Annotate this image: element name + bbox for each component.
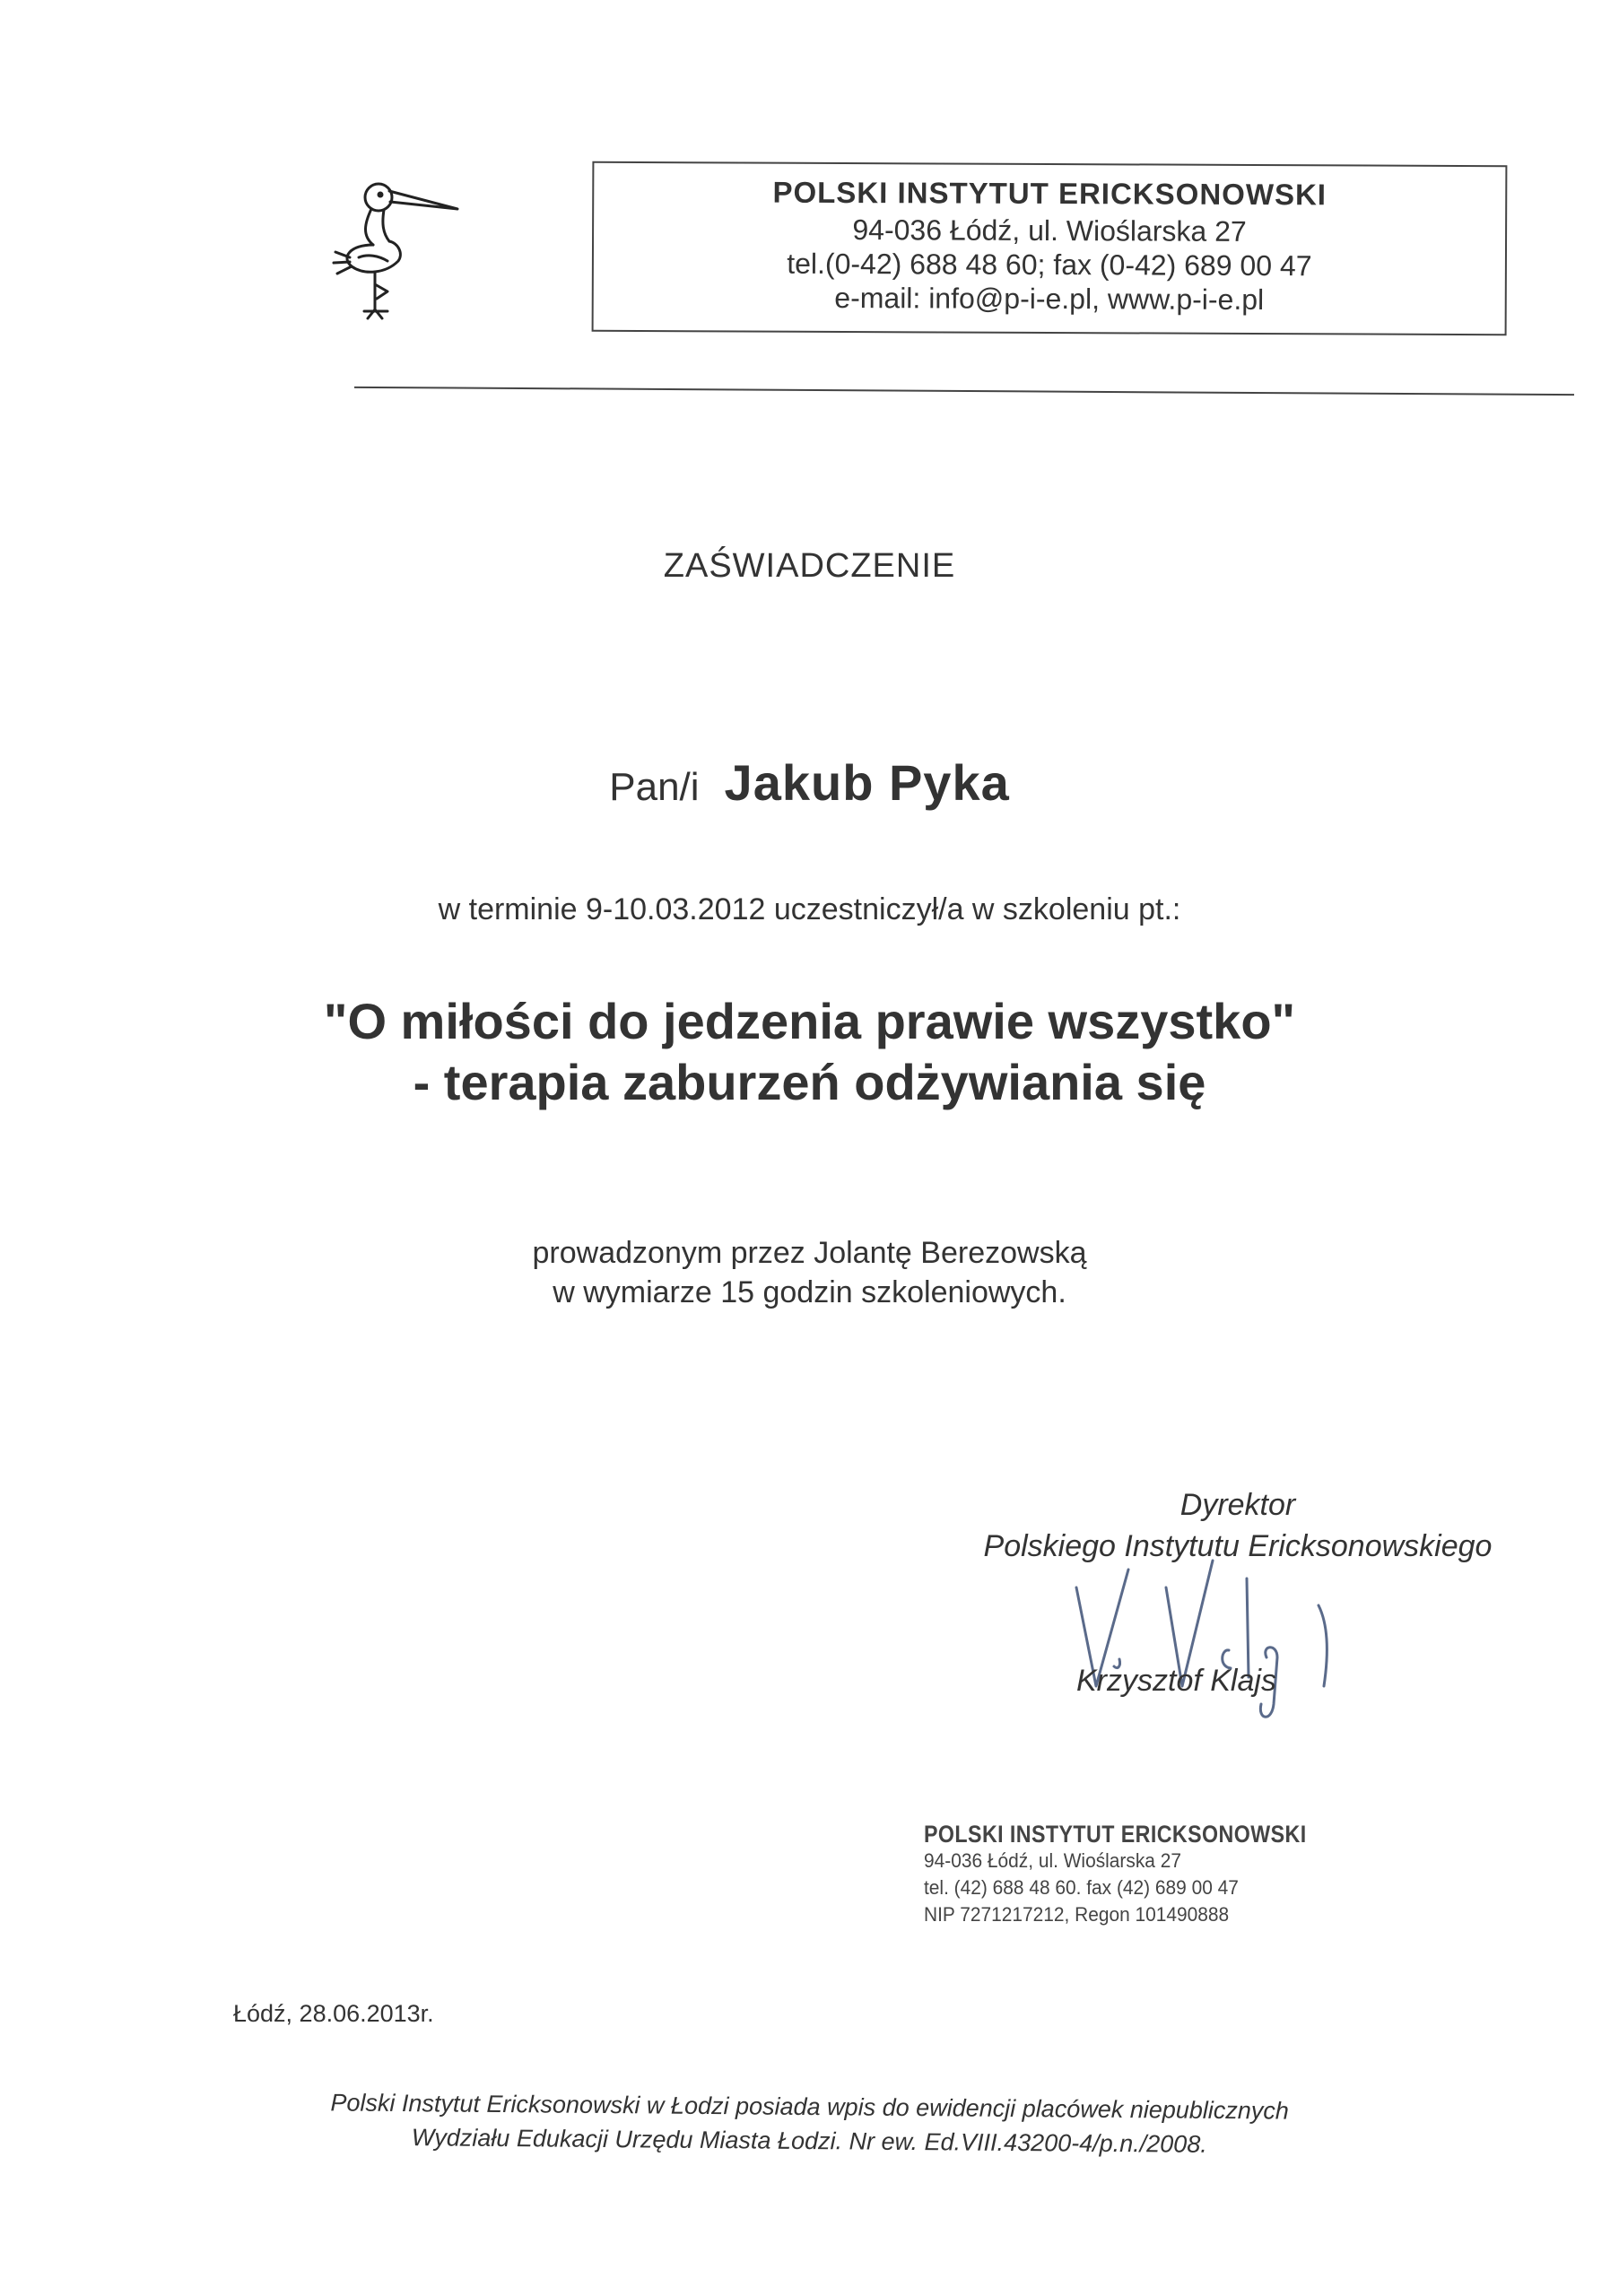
certificate-title: ZAŚWIADCZENIE (663, 547, 956, 585)
leader-line-2: w wymiarze 15 godzin szkoleniowych. (553, 1275, 1066, 1309)
signatory-role-line-2: Polskiego Instytutu Ericksonowskiego (983, 1529, 1493, 1563)
recipient-prefix: Pan/i (609, 765, 700, 809)
recipient-name: Jakub Pyka (724, 754, 1010, 811)
stork-logo-icon (332, 175, 466, 327)
issue-date: Łódź, 28.06.2013r. (233, 2000, 434, 2027)
institute-name: POLSKI INSTYTUT ERICKSONOWSKI (772, 175, 1327, 212)
institute-header (592, 161, 1508, 335)
registration-note (0, 2083, 1619, 2165)
stamp-address: 94-036 Łódź, ul. Wioślarska 27 (924, 1849, 1181, 1872)
signatory-name: Krzysztof Klajs (1076, 1664, 1276, 1698)
institute-address: 94-036 Łódź, ul. Wioślarska 27 (852, 213, 1247, 248)
institute-stamp (924, 1821, 1369, 1928)
recipient (0, 753, 1619, 812)
institute-email-web: e-mail: info@p-i-e.pl, www.p-i-e.pl (834, 281, 1265, 317)
course-title (0, 991, 1619, 1113)
header-divider (354, 387, 1574, 396)
stamp-phone-fax: tel. (42) 688 48 60. fax (42) 689 00 47 (924, 1876, 1239, 1899)
course-title-line-1: "O miłości do jedzenia prawie wszystko" (323, 993, 1296, 1049)
stamp-ids: NIP 7271217212, Regon 101490888 (924, 1903, 1230, 1926)
registration-note-line-2: Wydziału Edukacji Urzędu Miasta Łodzi. Nr ew. Ed.VIII.43200-4/p.n./2008. (411, 2124, 1207, 2158)
participation-text: w terminie 9-10.03.2012 uczestniczył/a w szkoleniu pt.: (438, 892, 1181, 926)
registration-note-line-1: Polski Instytut Ericksonowski w Łodzi posiada wpis do ewidencji placówek niepublicznych (330, 2089, 1290, 2125)
handwritten-signature-icon (1058, 1552, 1354, 1731)
institute-phone-fax: tel.(0-42) 688 48 60; fax (0-42) 689 00 47 (787, 247, 1312, 283)
signatory-role-line-1: Dyrektor (1179, 1488, 1296, 1522)
leader-line-1: prowadzonym przez Jolantę Berezowską (532, 1236, 1087, 1270)
course-leader (0, 1233, 1619, 1312)
stamp-name: POLSKI INSTYTUT ERICKSONOWSKI (924, 1821, 1307, 1848)
course-title-line-2: - terapia zaburzeń odżywiania się (413, 1054, 1206, 1110)
